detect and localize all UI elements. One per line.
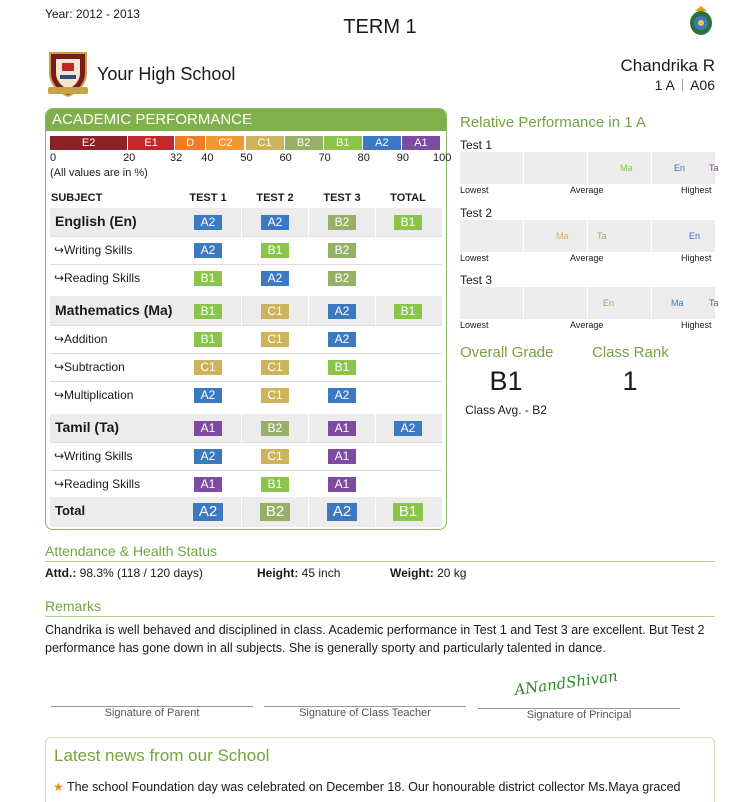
remarks-title: Remarks	[45, 598, 102, 614]
row-divider	[50, 325, 442, 326]
grade-badge: B1	[394, 215, 422, 230]
grade-badge: B2	[328, 243, 356, 258]
column-separator	[375, 497, 376, 527]
grade-badge: B2	[261, 421, 289, 436]
test-label: Test 3	[460, 273, 493, 287]
band-divider	[651, 220, 652, 252]
scale-segment-c1: C1	[246, 136, 284, 150]
academic-year: Year: 2012 - 2013	[45, 7, 140, 21]
axis-label: Highest	[681, 185, 712, 195]
height-info	[257, 566, 340, 580]
grade-badge: C1	[261, 449, 289, 464]
grade-badge: B2	[328, 271, 356, 286]
scale-segment-e2: E2	[50, 136, 127, 150]
test-label: Test 2	[460, 206, 493, 220]
col-test1: TEST 1	[189, 192, 227, 204]
row-divider	[50, 264, 442, 265]
remarks-divider	[45, 616, 715, 617]
subject-marker: Ma	[620, 163, 633, 173]
school-name: Your High School	[97, 64, 236, 84]
grade-badge: A1	[328, 477, 356, 492]
grade-badge: B1	[328, 360, 356, 375]
grade-badge: C1	[261, 304, 289, 319]
grade-badge: A2	[328, 332, 356, 347]
axis-label: Highest	[681, 253, 712, 263]
term-title: TERM 1	[343, 16, 417, 38]
grade-badge: A2	[194, 449, 222, 464]
skill-label: ↪Reading Skills	[54, 477, 141, 491]
column-separator	[308, 497, 309, 527]
school-crest-icon	[46, 49, 90, 97]
weight-value: 20 kg	[437, 566, 467, 580]
band-divider	[523, 287, 524, 319]
scale-tick: 32	[169, 152, 183, 164]
scale-tick: 20	[123, 152, 136, 164]
grade-badge: A2	[194, 388, 222, 403]
subject-marker: Ta	[709, 163, 719, 173]
column-separator	[308, 208, 309, 237]
relative-performance-title: Relative Performance in 1 A	[460, 114, 646, 131]
skill-label: ↪Writing Skills	[54, 449, 133, 463]
scale-note: (All values are in %)	[50, 167, 148, 179]
grade-badge: B1	[194, 332, 222, 347]
column-separator	[375, 296, 376, 326]
news-title: Latest news from our School	[54, 746, 270, 765]
skill-label: ↪Subtraction	[54, 360, 125, 374]
scale-tick: 70	[318, 152, 331, 164]
subject-marker: Ta	[709, 298, 719, 308]
row-divider	[50, 470, 442, 471]
scale-tick: 90	[396, 152, 410, 164]
skill-label: ↪Addition	[54, 332, 108, 346]
attendance-info	[45, 566, 203, 580]
column-separator	[308, 296, 309, 326]
grade-badge: A2	[194, 215, 222, 230]
axis-label: Average	[570, 253, 604, 263]
band-divider	[587, 220, 588, 252]
subject-marker: Ma	[556, 231, 569, 241]
height-label: Height:	[257, 566, 299, 580]
col-test3: TEST 3	[323, 192, 361, 204]
grade-badge: B1	[261, 243, 289, 258]
subject-band	[50, 497, 442, 527]
band-divider	[587, 287, 588, 319]
class-average: Class Avg. - B2	[465, 403, 547, 417]
academic-performance-title: ACADEMIC PERFORMANCE	[46, 109, 446, 131]
grade-badge: B2	[260, 503, 290, 521]
column-separator	[241, 497, 242, 527]
grade-badge: B1	[393, 503, 423, 521]
grade-badge: A2	[261, 215, 289, 230]
band-divider	[587, 152, 588, 184]
grade-badge: C1	[261, 360, 289, 375]
column-separator	[241, 208, 242, 237]
grade-badge: C1	[261, 388, 289, 403]
attd-label: Attd.:	[45, 566, 77, 580]
axis-label: Lowest	[460, 185, 489, 195]
scale-segment-e1: E1	[128, 136, 174, 150]
subject-marker: En	[603, 298, 615, 308]
student-class	[560, 77, 715, 93]
principal-signature-mark: ANandShivan	[513, 666, 619, 700]
scale-segment-a2: A2	[363, 136, 401, 150]
overall-grade-label: Overall Grade	[460, 344, 554, 361]
class-roll-separator	[682, 79, 683, 91]
emblem-icon	[688, 5, 714, 37]
row-divider	[50, 353, 442, 354]
weight-label: Weight:	[390, 566, 434, 580]
band-divider	[523, 152, 524, 184]
grade-badge: B1	[194, 271, 222, 286]
principal-signature-label: Signature of Principal	[526, 709, 632, 721]
grade-badge: A1	[328, 421, 356, 436]
col-subject: SUBJECT	[51, 192, 103, 204]
col-test2: TEST 2	[256, 192, 294, 204]
band-divider	[651, 287, 652, 319]
row-divider	[50, 442, 442, 443]
column-separator	[375, 208, 376, 237]
skill-label: ↪Writing Skills	[54, 243, 133, 257]
remarks-text: Chandrika is well behaved and disciplined in class. Academic performance in Test 1 and Test 3 are excellent. But Test 2 performance has gone down in all subjects. She is generally sporty and particularly talented in dance.	[45, 623, 705, 655]
scale-segment-d: D	[175, 136, 205, 150]
grade-badge: A1	[328, 449, 356, 464]
row-divider	[50, 381, 442, 382]
scale-segment-b1: B1	[324, 136, 362, 150]
grade-badge: A2	[394, 421, 422, 436]
grade-badge: A2	[193, 503, 223, 521]
band-divider	[523, 220, 524, 252]
subject-label: Total	[55, 503, 86, 518]
attendance-divider	[45, 561, 715, 562]
subject-marker: En	[674, 163, 686, 173]
axis-label: Lowest	[460, 320, 489, 330]
parent-signature-label: Signature of Parent	[104, 707, 200, 719]
scale-tick: 40	[201, 152, 214, 164]
axis-label: Highest	[681, 320, 712, 330]
scale-segment-a1: A1	[402, 136, 440, 150]
height-value: 45 inch	[301, 566, 341, 580]
attd-value: 98.3% (118 / 120 days)	[79, 566, 203, 580]
grade-badge: B2	[328, 215, 356, 230]
column-separator	[375, 414, 376, 443]
grade-badge: B1	[194, 304, 222, 319]
skill-label: ↪Reading Skills	[54, 271, 141, 285]
col-total: TOTAL	[390, 192, 426, 204]
axis-label: Lowest	[460, 253, 489, 263]
scale-tick: 60	[279, 152, 292, 164]
scale-tick: 100	[433, 152, 452, 164]
grade-badge: A2	[328, 304, 356, 319]
subject-label: Mathematics (Ma)	[55, 302, 173, 318]
scale-segment-b2: B2	[285, 136, 323, 150]
skill-label: ↪Multiplication	[54, 388, 134, 402]
subject-marker: Ma	[671, 298, 684, 308]
row-divider	[50, 236, 442, 237]
news-item: The school Foundation day was celebrated on December 18. Our honourable district collector Ms.Maya graced	[67, 780, 681, 794]
scale-tick: 80	[357, 152, 370, 164]
grade-badge: C1	[194, 360, 222, 375]
grade-badge: C1	[261, 332, 289, 347]
star-icon: ★	[53, 780, 64, 794]
student-name: Chandrika R	[620, 56, 715, 75]
grade-badge: A2	[328, 388, 356, 403]
class-value: 1 A	[654, 77, 675, 93]
scale-tick: 50	[240, 152, 253, 164]
grade-badge: B1	[261, 477, 289, 492]
teacher-signature-label: Signature of Class Teacher	[299, 707, 431, 719]
weight-info	[390, 566, 466, 580]
subject-marker: Ta	[597, 231, 607, 241]
grade-badge: A2	[327, 503, 357, 521]
subject-marker: En	[689, 231, 701, 241]
grade-badge: A1	[194, 477, 222, 492]
column-separator	[308, 414, 309, 443]
class-rank-label: Class Rank	[592, 344, 669, 361]
column-separator	[241, 296, 242, 326]
overall-grade: B1	[489, 366, 523, 396]
test-label: Test 1	[460, 138, 493, 152]
grade-badge: A2	[194, 243, 222, 258]
roll-value: A06	[690, 77, 715, 93]
axis-label: Average	[570, 185, 604, 195]
attendance-title: Attendance & Health Status	[45, 543, 217, 559]
grade-badge: B1	[394, 304, 422, 319]
band-divider	[651, 152, 652, 184]
axis-label: Average	[570, 320, 604, 330]
scale-tick: 0	[50, 152, 57, 164]
grade-badge: A2	[261, 271, 289, 286]
subject-label: Tamil (Ta)	[55, 419, 120, 435]
class-rank: 1	[622, 366, 638, 396]
column-separator	[241, 414, 242, 443]
scale-segment-c2: C2	[206, 136, 244, 150]
grade-badge: A1	[194, 421, 222, 436]
subject-label: English (En)	[55, 213, 137, 229]
